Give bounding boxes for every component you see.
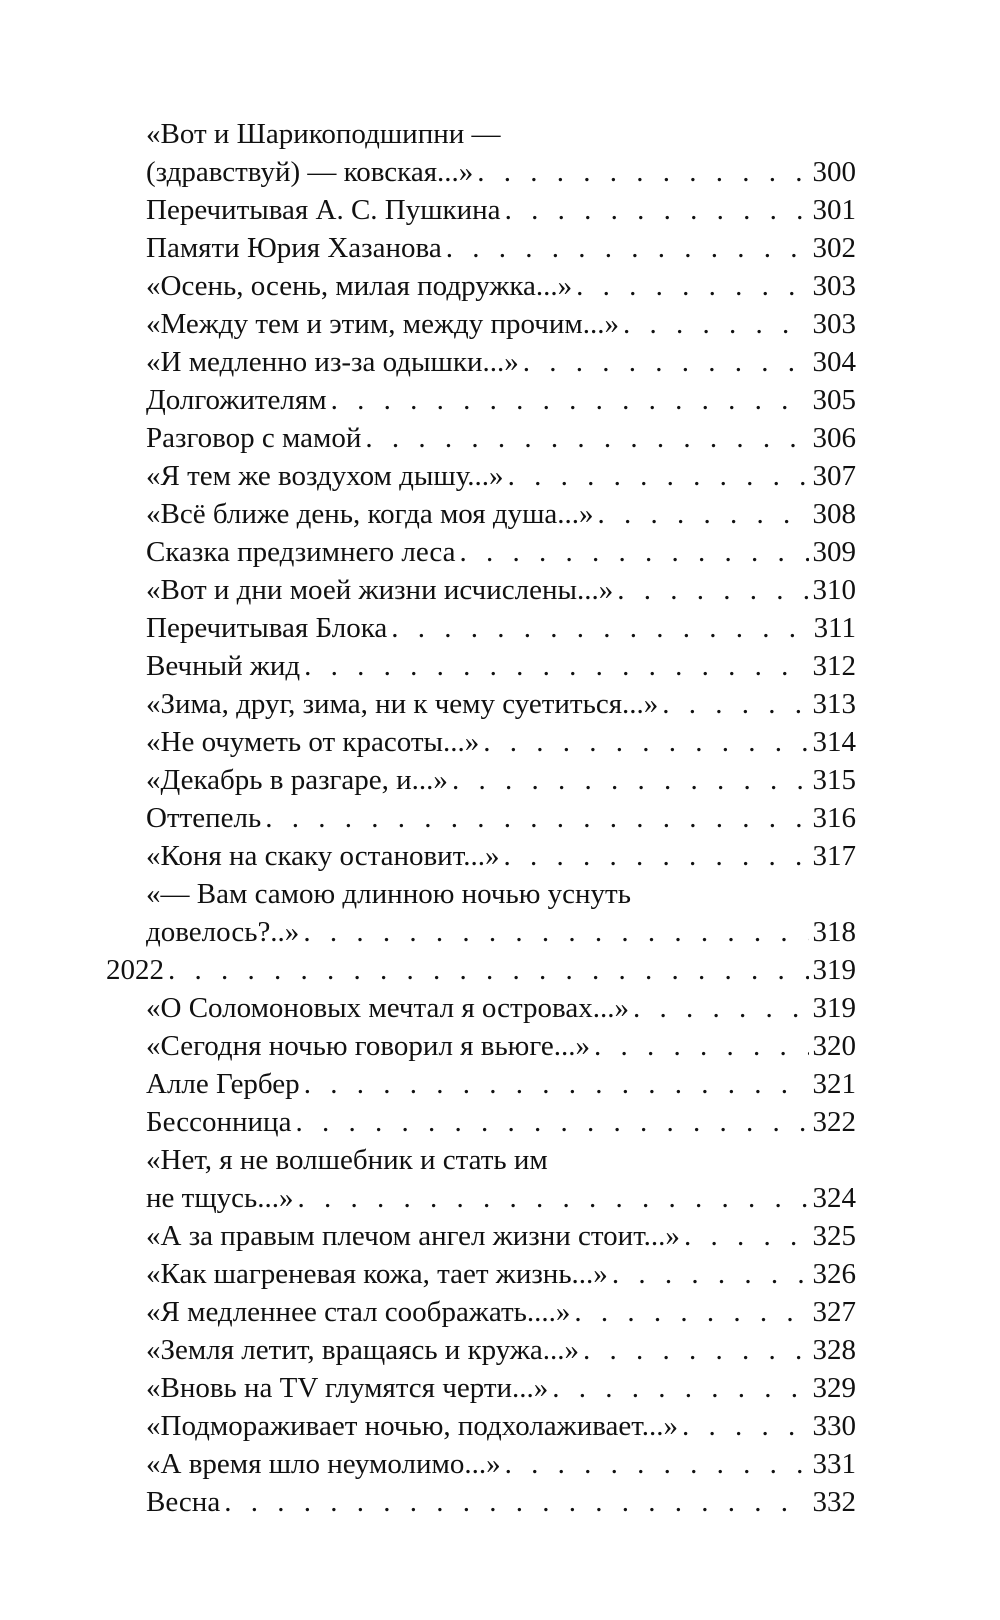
toc-entry-title: Разговор с мамой: [146, 422, 362, 454]
dot-leader: [576, 267, 808, 305]
toc-entry-title: «И медленно из-за одышки...»: [146, 346, 519, 378]
toc-page-number: 329: [812, 1372, 856, 1404]
dot-leader: [612, 1255, 809, 1293]
toc-page-number: 319: [812, 954, 856, 986]
dot-leader: [623, 305, 809, 343]
toc-entry: [146, 1141, 856, 1217]
toc-entry: [146, 1103, 856, 1141]
dot-leader: [662, 685, 808, 723]
toc-entry: [146, 571, 856, 609]
toc-page-number: 315: [812, 764, 856, 796]
table-of-contents: [106, 115, 856, 1521]
toc-entry-title: «Я тем же воздухом дышу...»: [146, 460, 504, 492]
toc-entry-line: [146, 1065, 856, 1103]
toc-entry-title: «А время шло неумолимо...»: [146, 1448, 501, 1480]
toc-page-number: 301: [812, 194, 856, 226]
dot-leader: [298, 1179, 809, 1217]
toc-entry-title: «Между тем и этим, между прочим...»: [146, 308, 619, 340]
toc-entry-title: «Вот и дни моей жизни исчислены...»: [146, 574, 614, 606]
toc-page-number: 330: [812, 1410, 856, 1442]
toc-entry-title: «Земля летит, вращаясь и кружа...»: [146, 1334, 580, 1366]
toc-entry-line: [146, 305, 856, 343]
toc-page-number: 322: [812, 1106, 856, 1138]
dot-leader: [594, 1027, 809, 1065]
toc-entry: [146, 1027, 856, 1065]
toc-entry-title: Перечитывая А. С. Пушкина: [146, 194, 501, 226]
toc-entry-line: [146, 533, 856, 571]
toc-entry-line: [146, 989, 856, 1027]
toc-entry-line: [146, 913, 856, 951]
toc-entry: [146, 1255, 856, 1293]
dot-leader: [446, 229, 809, 267]
toc-entry: [146, 267, 856, 305]
toc-entry-line: [146, 381, 856, 419]
toc-page-number: 326: [812, 1258, 856, 1290]
dot-leader: [503, 837, 808, 875]
toc-entry-title: «Зима, друг, зима, ни к чему суетиться...»: [146, 688, 659, 720]
dot-leader: [508, 457, 809, 495]
toc-entry-line: [146, 1483, 856, 1521]
toc-page-number: 314: [812, 726, 856, 758]
toc-entry-line: [146, 1103, 856, 1141]
toc-entry: [146, 495, 856, 533]
toc-page-number: 321: [812, 1068, 856, 1100]
dot-leader: [391, 609, 809, 647]
toc-entry-line: [146, 1445, 856, 1483]
toc-entry-title: «— Вам самою длинною ночью уснуть: [146, 878, 631, 910]
toc-page-number: 320: [812, 1030, 856, 1062]
toc-page-number: 313: [812, 688, 856, 720]
toc-entry-title: «Коня на скаку остановит...»: [146, 840, 500, 872]
dot-leader: [303, 913, 808, 951]
dot-leader: [598, 495, 809, 533]
toc-entry: [146, 1483, 856, 1521]
dot-leader: [304, 647, 808, 685]
toc-entry-title: «Вот и Шарикоподшипни —: [146, 118, 501, 150]
toc-entry-title: «Как шагреневая кожа, тает жизнь...»: [146, 1258, 608, 1290]
toc-entry: [146, 381, 856, 419]
dot-leader: [574, 1293, 808, 1331]
toc-entry-line: [146, 761, 856, 799]
toc-page-number: 312: [812, 650, 856, 682]
toc-entry: [146, 761, 856, 799]
toc-entry-line: [146, 495, 856, 533]
dot-leader: [583, 1331, 808, 1369]
dot-leader: [224, 1483, 808, 1521]
dot-leader: [168, 951, 809, 989]
toc-entry-title: «Не очуметь от красоты...»: [146, 726, 480, 758]
dot-leader: [684, 1217, 809, 1255]
toc-entry-line: [146, 153, 856, 191]
toc-entry-line: [146, 343, 856, 381]
dot-leader: [331, 381, 809, 419]
toc-entry-title: «Сегодня ночью говорил я вьюге...»: [146, 1030, 590, 1062]
toc-page-number: 300: [812, 156, 856, 188]
toc-entry-title: Перечитывая Блока: [146, 612, 388, 644]
toc-entry-line: [146, 191, 856, 229]
toc-entry-title: Оттепель: [146, 802, 262, 834]
toc-entry-line: [146, 1141, 856, 1179]
toc-page-number: 304: [812, 346, 856, 378]
dot-leader: [505, 1445, 809, 1483]
toc-page-number: 311: [813, 612, 856, 644]
toc-entry-title: Памяти Юрия Хазанова: [146, 232, 442, 264]
toc-entry-line: [146, 1293, 856, 1331]
toc-entry-line: [146, 799, 856, 837]
toc-entry-title: Бессонница: [146, 1106, 292, 1138]
toc-page-number: 310: [812, 574, 856, 606]
toc-entry: [146, 343, 856, 381]
toc-entry: [146, 1445, 856, 1483]
toc-entry-title: довелось?..»: [146, 916, 300, 948]
toc-page-number: 303: [812, 270, 856, 302]
toc-entry: [146, 723, 856, 761]
toc-entry-title: Весна: [146, 1486, 221, 1518]
toc-entry-line: [146, 115, 856, 153]
toc-entry-line: [146, 609, 856, 647]
toc-entry: [146, 1407, 856, 1445]
toc-entry-line: [146, 1369, 856, 1407]
toc-page-number: 307: [812, 460, 856, 492]
toc-entry-title: «Подмораживает ночью, подхолаживает...»: [146, 1410, 679, 1442]
toc-entry-line: [146, 1027, 856, 1065]
dot-leader: [483, 723, 808, 761]
dot-leader: [552, 1369, 808, 1407]
toc-entry: [146, 837, 856, 875]
toc-page-number: 316: [812, 802, 856, 834]
toc-page-number: 325: [812, 1220, 856, 1252]
toc-entry: [146, 419, 856, 457]
toc-entry-line: [106, 951, 856, 989]
toc-entry-title: Алле Гербер: [146, 1068, 300, 1100]
toc-entry-title: «Всё ближе день, когда моя душа...»: [146, 498, 594, 530]
toc-entry-title: «Осень, осень, милая подружка...»: [146, 270, 573, 302]
toc-entry: [146, 1293, 856, 1331]
toc-entry-title: (здравствуй) — ковская...»: [146, 156, 474, 188]
dot-leader: [523, 343, 809, 381]
toc-entry: [146, 305, 856, 343]
toc-entry-line: [146, 1407, 856, 1445]
dot-leader: [633, 989, 809, 1027]
toc-page-number: 324: [812, 1182, 856, 1214]
toc-page-number: 318: [812, 916, 856, 948]
toc-entry-line: [146, 685, 856, 723]
toc-entry-title: 2022: [106, 954, 164, 986]
toc-page-number: 305: [812, 384, 856, 416]
dot-leader: [265, 799, 808, 837]
toc-page-number: 306: [812, 422, 856, 454]
toc-entry: [146, 1065, 856, 1103]
toc-entry-title: Вечный жид: [146, 650, 301, 682]
toc-entry-line: [146, 723, 856, 761]
toc-entry: [146, 115, 856, 191]
toc-entry-title: Долгожителям: [146, 384, 327, 416]
toc-page-number: 317: [812, 840, 856, 872]
toc-entry-title: Сказка предзимнего леса: [146, 536, 456, 568]
dot-leader: [682, 1407, 808, 1445]
toc-page-number: 332: [812, 1486, 856, 1518]
toc-entry: [146, 647, 856, 685]
toc-entry-title: «Нет, я не волшебник и стать им: [146, 1144, 548, 1176]
toc-entry-title: «О Соломоновых мечтал я островах...»: [146, 992, 629, 1024]
dot-leader: [452, 761, 809, 799]
toc-page-number: 327: [812, 1296, 856, 1328]
toc-entry-title: не тщусь...»: [146, 1182, 294, 1214]
toc-entry: [146, 1369, 856, 1407]
toc-entry-line: [146, 1179, 856, 1217]
dot-leader: [460, 533, 809, 571]
toc-entry: [146, 875, 856, 951]
toc-entry-line: [146, 647, 856, 685]
dot-leader: [477, 153, 808, 191]
toc-entry-line: [146, 875, 856, 913]
toc-entry: [146, 191, 856, 229]
toc-entry: [146, 609, 856, 647]
dot-leader: [617, 571, 808, 609]
toc-entry-line: [146, 1331, 856, 1369]
dot-leader: [505, 191, 809, 229]
toc-entry-line: [146, 229, 856, 267]
toc-entry: [146, 685, 856, 723]
toc-entry: [146, 799, 856, 837]
toc-entry-title: «Вновь на TV глумятся черти...»: [146, 1372, 549, 1404]
toc-page-number: 331: [812, 1448, 856, 1480]
toc-entry-line: [146, 457, 856, 495]
toc-entry: [146, 533, 856, 571]
toc-page-number: 309: [812, 536, 856, 568]
toc-entry-line: [146, 1217, 856, 1255]
toc-entry-title: «А за правым плечом ангел жизни стоит...»: [146, 1220, 680, 1252]
toc-entry: [146, 989, 856, 1027]
toc-entry: [146, 457, 856, 495]
toc-entry: [106, 951, 856, 989]
toc-entry-title: «Я медленнее стал соображать....»: [146, 1296, 571, 1328]
toc-entry-line: [146, 571, 856, 609]
toc-entry-line: [146, 1255, 856, 1293]
toc-entry-line: [146, 837, 856, 875]
toc-entry: [146, 229, 856, 267]
dot-leader: [365, 419, 808, 457]
toc-page-number: 319: [812, 992, 856, 1024]
toc-entry-line: [146, 267, 856, 305]
toc-page-number: 328: [812, 1334, 856, 1366]
toc-entry: [146, 1331, 856, 1369]
dot-leader: [304, 1065, 809, 1103]
toc-page-number: 308: [812, 498, 856, 530]
toc-entry-line: [146, 419, 856, 457]
toc-entry: [146, 1217, 856, 1255]
toc-page-number: 303: [812, 308, 856, 340]
toc-entry-title: «Декабрь в разгаре, и...»: [146, 764, 448, 796]
toc-page-number: 302: [812, 232, 856, 264]
dot-leader: [295, 1103, 808, 1141]
